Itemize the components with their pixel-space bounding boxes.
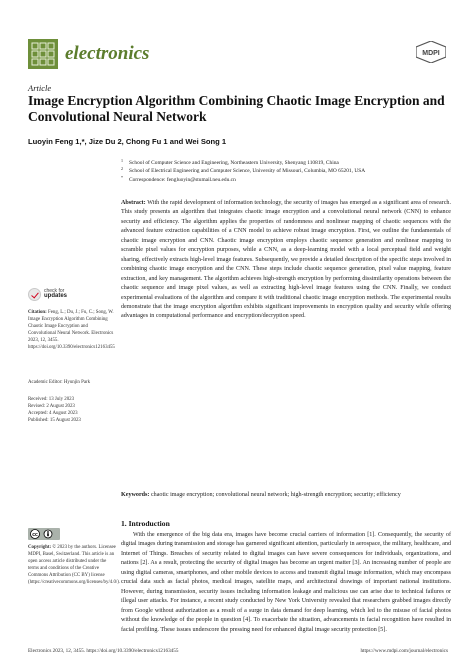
- abstract: [121, 199, 451, 322]
- journal-logo-icon: [28, 39, 58, 69]
- copyright-text: © 2023 by the authors. Licensee MDPI, Basel, Switzerland. This article is an open access article distributed under the terms and conditions of the Creative Commons Attribution (CC BY) license (https://creativecommons.org/licenses/by/4.0/).: [28, 545, 121, 586]
- revised-date: Revised: 2 August 2023: [28, 404, 75, 409]
- correspondence-text: Correspondence: fengluoyin@stumail.neu.edu.cn: [129, 177, 236, 183]
- article-type: Article: [28, 83, 52, 93]
- footer-journal-link[interactable]: https://www.mdpi.com/journal/electronics: [360, 648, 448, 654]
- accepted-date: Accepted: 4 August 2023: [28, 411, 78, 416]
- abstract-text: With the rapid development of information technology, the security of images has emerged as a significant area of research. This study presents an algorithm that integrates chaotic image encryption and a convolutional neural network (CNN) to enhance security and efficiency. The algorithm applies the properties of randomness and nonlinear mapping of chaotic sequences with the advanced feature extraction capabilities of a CNN model to achieve robust image encryption. First, we outline the fundamentals of chaotic image encryption and CNN. Chaotic image encryption employs chaotic sequence generation and nonlinear mapping to scramble pixel values for encryption purposes, while a CNN, as a deep-learning model with a local perceptual field and weight sharing, effectively extracts high-level image features. Subsequently, we provide a detailed description of the specific steps involved in combining chaotic image encryption and the CNN. These steps include chaotic sequence generation, pixel value mapping, feature extraction, and key management. The algorithm achieves high-strength encryption by performing dissimilarity operations between the chaotic sequence and image pixel values, as well as extracting high-level image features using the CNN. Finally, we conduct experimental evaluations of the algorithm and compare it with traditional chaotic image encryption methods. The experimental results demonstrate that the image encryption algorithm exhibits significant improvements in encryption quality and security while offering advantages in computational performance and encryption/decryption speed.: [121, 200, 451, 320]
- citation-text: Feng, L.; Du, J.; Fu, C.; Song, W. Image Encryption Algorithm Combining Chaotic Image Encryption and Convolutional Neural Network. Electronics 2023, 12, 3455. https://doi.org/10.3390/electronics12163455: [28, 310, 115, 351]
- authors-text: Luoyin Feng 1,*, Jize Du 2, Chong Fu 1 and Wei Song 1: [28, 137, 227, 146]
- affiliation-number: *: [121, 175, 123, 180]
- keywords-text: chaotic image encryption; convolutional neural network; high-strength encryption; security; efficiency: [150, 492, 401, 498]
- keywords: [121, 491, 451, 500]
- journal-name: electronics: [65, 43, 150, 64]
- publisher-name: MDPI: [422, 50, 440, 57]
- published-date: Published: 15 August 2023: [28, 418, 81, 423]
- section-heading: 1. Introduction: [121, 519, 170, 528]
- check-for-updates-badge[interactable]: [28, 288, 98, 302]
- abstract-label: Abstract:: [121, 200, 146, 206]
- check-updates-icon: [28, 288, 41, 301]
- citation-block: [28, 309, 116, 352]
- introduction-paragraph: With the emergence of the big data era, images have become crucial carriers of information [1]. Consequently, the security of digital images during transmission and storage has garnered significant attention, particularly in aerospace, the military, healthcare, and Internet of Things. Breaches of security related to digital images can have severe consequences for individuals, organizations, and nations [2]. As a result, protecting the security of digital images has become an urgent matter [3]. An increasing number of people are using digital cameras, smartphones, and other mobile devices to access and transmit digital image information, which may encompass crucial data such as facial photos, medical images, satellite maps, and architectural drawings of important national institutions. However, during transmission, security issues including information leakage and malicious use can arise due to technical failures or illegal user attacks. For instance, a recent study conducted by New York University revealed that researchers grabbed images directly from Google without authorization as a result of a surge in data demand for deep learning, which led to the misuse of facial photos without the knowledge of the people in question [4]. To exacerbate the situation, advancements in facial recognition have resulted in facial profiling. These issues underscore the pressing need for enhanced digital image security protection [5].: [121, 532, 451, 633]
- received-date: Received: 13 July 2023: [28, 397, 75, 402]
- affiliation-text: School of Electrical Engineering and Computer Science, University of Missouri, Columbia, MO 65201, USA: [129, 168, 366, 174]
- author-list: [28, 137, 448, 146]
- footer-citation: Electronics 2023, 12, 3455. https://doi.org/10.3390/electronics12163455: [28, 648, 179, 654]
- check-text-bottom: updates: [44, 293, 68, 299]
- keywords-label: Keywords:: [121, 492, 150, 498]
- article-title: Image Encryption Algorithm Combining Chaotic Image Encryption and Convolutional Neural Network: [28, 93, 445, 124]
- affiliation-number: 2: [121, 166, 123, 171]
- copyright-block: [28, 544, 121, 587]
- copyright-label: Copyright:: [28, 545, 52, 550]
- svg-text:cc: cc: [32, 532, 38, 538]
- check-text-top: check for: [44, 288, 65, 294]
- cc-by-license-icon[interactable]: [28, 528, 60, 540]
- affiliation-number: 1: [121, 158, 123, 163]
- citation-label: Citation:: [28, 310, 47, 315]
- affiliation-text: School of Computer Science and Engineering, Northeastern University, Shenyang 110819, China: [129, 160, 339, 166]
- correspondence: [121, 174, 451, 184]
- academic-editor: Academic Editor: Hyunjin Park: [28, 380, 91, 385]
- mdpi-logo-icon: [416, 41, 446, 63]
- journal-header: [28, 35, 446, 75]
